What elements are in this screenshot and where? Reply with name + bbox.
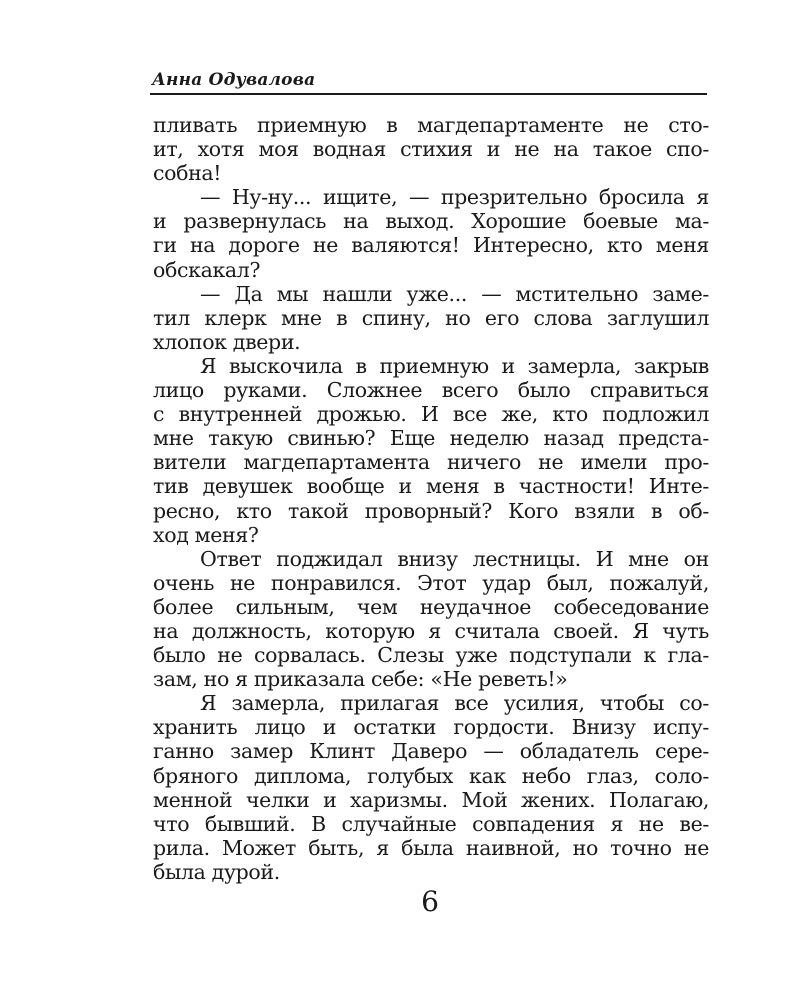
text-line: ресно, кто такой проворный? Кого взяли в об- <box>153 498 709 523</box>
text-line: более сильным, чем неудачное собеседование <box>153 594 709 619</box>
text-line: тил клерк мне в спину, но его слова заглушил <box>153 305 709 330</box>
text-line: ит, хотя моя водная стихия и не на такое спо- <box>153 137 709 162</box>
text-line: что бывший. В случайные совпадения я не ве- <box>153 811 709 836</box>
text-line: ход меня? <box>153 522 259 547</box>
text-line: хранить лицо и остатки гордости. Внизу испу- <box>153 715 709 740</box>
text-line: Я выскочила в приемную и замерла, закрыв <box>200 353 709 378</box>
text-line: на должность, которую я считала своей. Я чуть <box>153 618 709 643</box>
text-line: Ответ поджидал внизу лестницы. И мне он <box>200 546 709 571</box>
text-line: была дурой. <box>153 859 280 884</box>
text-line: хлопок двери. <box>153 329 301 354</box>
header-divider <box>150 93 707 95</box>
text-line: вители магдепартамента ничего не имели про- <box>153 450 709 475</box>
text-line: мне такую свинью? Еще неделю назад предста- <box>153 426 709 451</box>
text-line: было не сорвалась. Слезы уже подступали к гла- <box>153 643 709 668</box>
page-number: 6 <box>421 885 439 918</box>
text-line: тив девушек вообще и меня в частности! Инте- <box>153 474 709 499</box>
text-line: Я замерла, прилагая все усилия, чтобы со- <box>200 691 709 716</box>
text-line: — Ну-ну... ищите, — презрительно бросила я <box>200 185 709 210</box>
text-line: и развернулась на выход. Хорошие боевые ма- <box>153 209 709 234</box>
text-line: очень не понравился. Этот удар был, пожалуй, <box>153 570 709 595</box>
text-line: зам, но я приказала себе: «Не реветь!» <box>153 667 568 692</box>
text-line: менной челки и харизмы. Мой жених. Полагаю, <box>153 787 709 812</box>
text-line: ги на дороге не валяются! Интересно, кто меня <box>153 233 709 258</box>
text-line: ганно замер Клинт Даверо — обладатель сере- <box>153 739 709 764</box>
text-line: собна! <box>153 161 222 186</box>
text-line: обскакал? <box>153 257 261 282</box>
text-line: пливать приемную в магдепартаменте не сто- <box>153 113 709 137</box>
text-line: — Да мы нашли уже... — мстительно заме- <box>200 281 709 306</box>
text-line: бряного диплома, голубых как небо глаз, соло- <box>153 763 709 788</box>
text-line: с внутренней дрожью. И все же, кто подложил <box>153 402 709 427</box>
text-line: рила. Может быть, я была наивной, но точно не <box>153 835 709 860</box>
body-text <box>153 113 709 884</box>
running-header-author: Анна Одувалова <box>152 70 316 90</box>
text-line: лицо руками. Сложнее всего было справиться <box>153 378 709 403</box>
